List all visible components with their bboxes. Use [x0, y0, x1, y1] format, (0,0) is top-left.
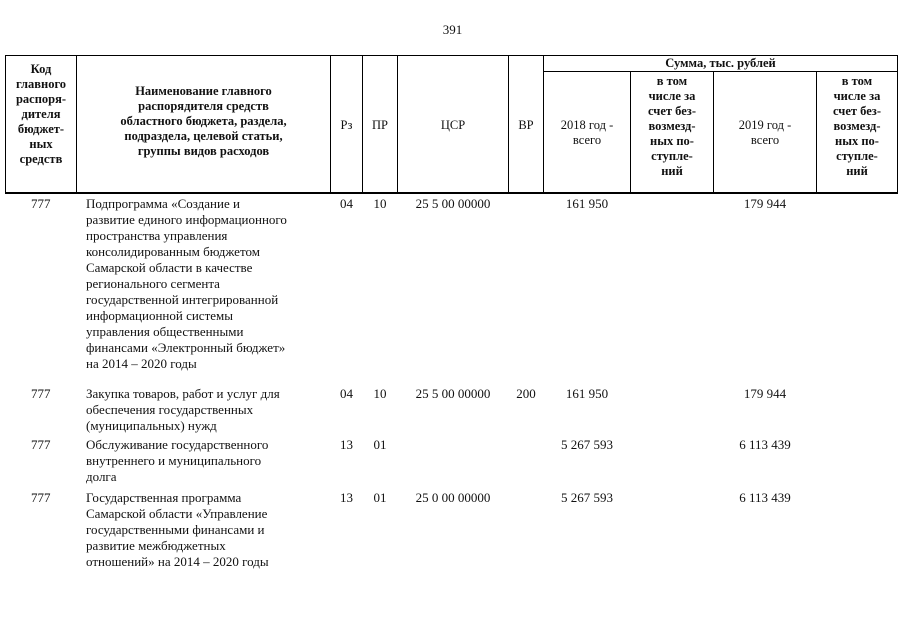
- table-row-2-csr: 25 5 00 00000: [415, 386, 491, 401]
- table-row-4-name: Государственная программа Самарской области «Управление государственными финансами и развитие межбюджетных отношений» на 2014 – 2020 годы: [86, 490, 269, 569]
- table-row-1-code: 777: [31, 196, 51, 211]
- table-row-3-2019: 6 113 439: [739, 437, 791, 452]
- table-row-3-2018: 5 267 593: [561, 437, 613, 452]
- table-row-1-csr: 25 5 00 00000: [415, 196, 491, 211]
- table-row-2-2018: 161 950: [565, 386, 609, 401]
- table-row-2-vr: 200: [516, 386, 536, 401]
- header-2018-total: 2018 год - всего: [560, 118, 614, 147]
- header-csr: ЦСР: [440, 118, 466, 132]
- table-row-1-name: Подпрограмма «Создание и развитие единого информационного пространства управления консолидированным бюджетом Самарской области в качестве регионального сегмента государственной интегрированной информационной системы управления общественными финансами «Электронный бюджет» на 2014 – 2020 годы: [86, 196, 287, 371]
- header-code: Код главного распоря- дителя бюджет- ных средств: [15, 62, 67, 166]
- header-vr: ВР: [518, 118, 534, 132]
- header-name: Наименование главного распорядителя средств областного бюджета, раздела, подраздела, целевой статьи, группы видов расходов: [120, 84, 287, 158]
- table-row-4-rz: 13: [340, 490, 353, 505]
- table-row-2-name: Закупка товаров, работ и услуг для обеспечения государственных (муниципальных) нужд: [86, 386, 280, 433]
- table-row-2-rz: 04: [340, 386, 353, 401]
- table-row-4-csr: 25 0 00 00000: [415, 490, 491, 505]
- header-rz: Рз: [340, 118, 353, 132]
- table-row-3-name: Обслуживание государственного внутреннего и муниципального долга: [86, 437, 269, 484]
- table-row-1-rz: 04: [340, 196, 353, 211]
- table-row-1-2019: 179 944: [743, 196, 787, 211]
- table-row-4-2018: 5 267 593: [561, 490, 613, 505]
- table-row-3-code: 777: [31, 437, 51, 452]
- table-row-3-pr: 01: [373, 437, 387, 452]
- table-row-4-2019: 6 113 439: [739, 490, 791, 505]
- header-bottom-border: [5, 192, 898, 194]
- header-2019-total: 2019 год - всего: [738, 118, 792, 147]
- table-row-4-pr: 01: [373, 490, 387, 505]
- table-row-4-code: 777: [31, 490, 51, 505]
- page-number: 391: [442, 22, 463, 37]
- header-2019-free: в том числе за счет без- возмезд- ных по- ступле- ний: [833, 74, 881, 178]
- table-row-1-pr: 10: [373, 196, 387, 211]
- header-pr: ПР: [372, 118, 388, 132]
- header-sum-group: Сумма, тыс. рублей: [665, 56, 776, 70]
- table-row-2-code: 777: [31, 386, 51, 401]
- col-border-right: [897, 55, 898, 193]
- table-row-3-rz: 13: [340, 437, 353, 452]
- table-row-2-pr: 10: [373, 386, 387, 401]
- table-row-1-2018: 161 950: [565, 196, 609, 211]
- table-row-2-2019: 179 944: [743, 386, 787, 401]
- sum-group-underline: [543, 71, 898, 72]
- header-2018-free: в том числе за счет без- возмезд- ных по- ступле- ний: [648, 74, 696, 178]
